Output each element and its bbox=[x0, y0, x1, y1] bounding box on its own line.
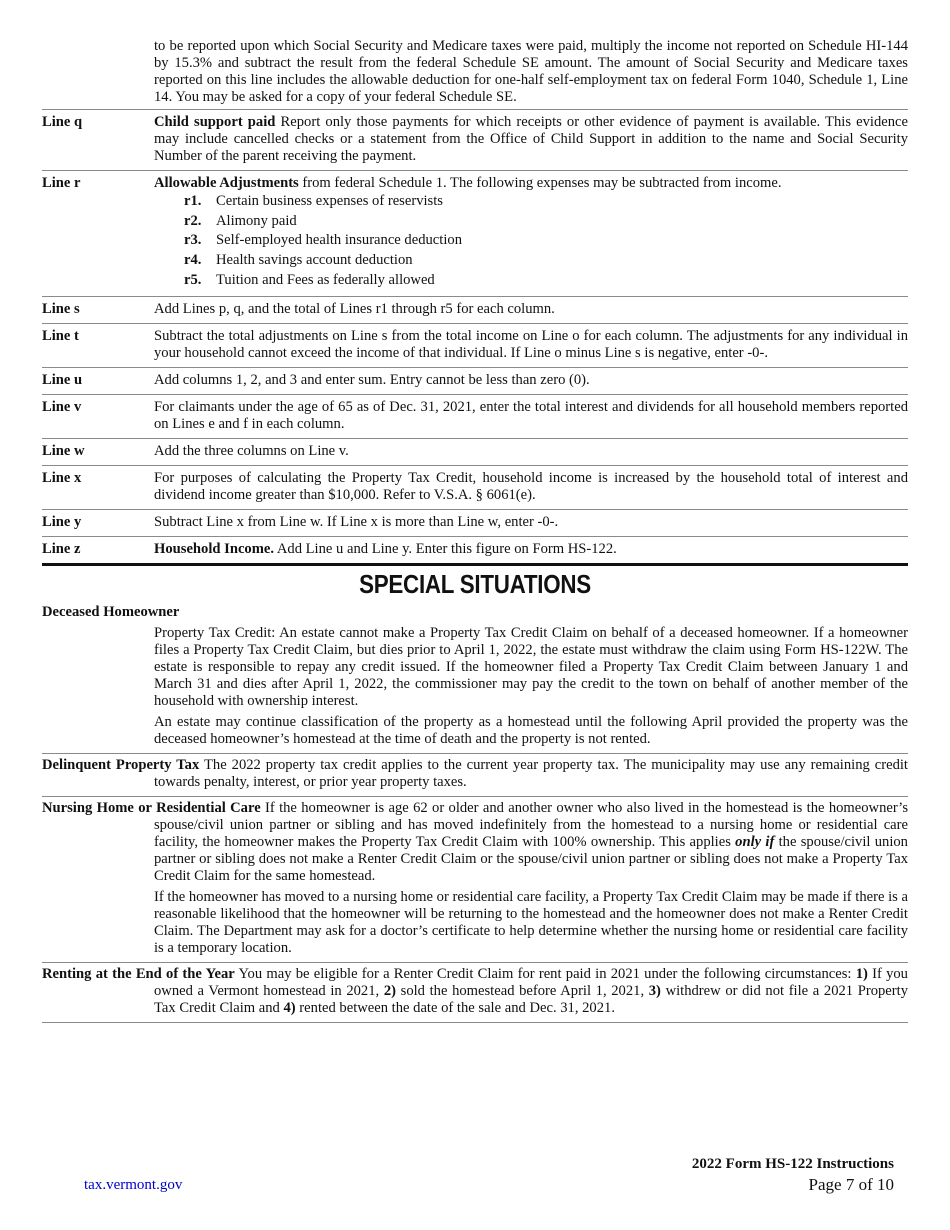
line-q-label: Line q bbox=[42, 114, 83, 130]
page-number: Page 7 of 10 bbox=[808, 1175, 894, 1194]
deceased-paragraph-1: Property Tax Credit: An estate cannot make a Property Tax Credit Claim on behalf of a deceased homeowner. If a homeowner files a Property Tax Credit Claim, but dies prior to April 1, 2022, the estate must withdraw the claim using Form HS-122W. The estate is responsible to repay any credit issued. If the homeowner filed a Property Tax Credit Claim between January 1 and March 31 and dies after April 1, 2022, the commissioner may pay the credit to the town on behalf of another member of the household with ownership interest. bbox=[154, 624, 908, 709]
line-q-bold: Child support paid bbox=[154, 114, 276, 130]
item-key: r1. bbox=[184, 193, 202, 209]
item-text: Tuition and Fees as federally allowed bbox=[216, 271, 435, 288]
line-v-label: Line v bbox=[42, 398, 82, 415]
line-q-row bbox=[42, 109, 908, 170]
line-z-label: Line z bbox=[42, 540, 81, 557]
form-title: 2022 Form HS-122 Instructions bbox=[691, 1156, 894, 1172]
renting-section bbox=[42, 962, 908, 1022]
step-number: 4) bbox=[283, 999, 296, 1016]
delinquent-tax-section bbox=[42, 753, 908, 796]
item-key: r2. bbox=[184, 212, 202, 229]
line-r5-item bbox=[184, 271, 908, 291]
line-z-text bbox=[154, 541, 908, 558]
step-number: 3) bbox=[648, 982, 661, 999]
nursing-text bbox=[42, 800, 908, 885]
line-s-label: Line s bbox=[42, 300, 80, 317]
line-x-text: For purposes of calculating the Property Tax Credit, household income is increased by the household total of interest and dividend income greater than $10,000. Refer to V.S.A. § 6061(e). bbox=[154, 469, 908, 503]
line-x-label: Line x bbox=[42, 469, 82, 486]
deceased-title: Deceased Homeowner bbox=[42, 603, 180, 620]
deceased-paragraph-2: An estate may continue classification of the property as a homestead until the following April provided the property was the deceased homeowner’s homestead at the time of death and the property is not rented. bbox=[154, 713, 908, 747]
line-r3-item bbox=[184, 231, 908, 251]
step-number: 1) bbox=[855, 965, 868, 982]
step-text: If you owned a Vermont homestead in 2021, bbox=[154, 965, 908, 999]
line-y-row bbox=[42, 509, 908, 536]
nursing-paragraph-2: If the homeowner has moved to a nursing home or residential care facility, a Property Tax Credit Claim may be made if there is a reasonable likelihood that the homeowner will be returning to the homestead and the homeowner does not make a Renter Credit Claim. The Department may ask for a doctor’s certificate to help determine whether the nursing home or residential care facility is a temporary location. bbox=[154, 888, 908, 956]
nursing-home-section bbox=[42, 796, 908, 962]
line-r-text bbox=[154, 175, 908, 291]
intro-paragraph: to be reported upon which Social Security and Medicare taxes were paid, multiply the income not reported on Schedule HI-144 by 15.3% and subtract the result from the federal Schedule SE amount. The amount of Social Security and Medicare taxes reported on this line includes the allowable deduction for one-half self-employment tax on federal Form 1040, Schedule 1, Line 14. You may be asked for a copy of your federal Schedule SE. bbox=[154, 38, 908, 105]
website-link[interactable]: tax.vermont.gov bbox=[84, 1177, 183, 1193]
line-t-row bbox=[42, 323, 908, 367]
item-text: Health savings account deduction bbox=[216, 252, 413, 269]
line-w-label: Line w bbox=[42, 442, 85, 459]
line-r-row bbox=[42, 170, 908, 296]
delinquent-text bbox=[42, 757, 908, 791]
item-key: r3. bbox=[184, 232, 202, 249]
line-y-text: Subtract Line x from Line w. If Line x is more than Line w, enter -0-. bbox=[154, 513, 559, 530]
line-s-text: Add Lines p, q, and the total of Lines r1 through r5 for each column. bbox=[154, 300, 555, 317]
step-number: 2) bbox=[383, 982, 396, 999]
step-text: rented between the date of the sale and Dec. 31, 2021. bbox=[295, 999, 615, 1016]
renting-title: Renting at the End of the Year bbox=[42, 965, 235, 982]
line-r1-item bbox=[184, 192, 908, 212]
renting-body: You may be eligible for a Renter Credit Claim for rent paid in 2021 under the following circumstances: bbox=[234, 965, 856, 982]
line-r2-item bbox=[184, 212, 908, 232]
item-text: Alimony paid bbox=[216, 212, 297, 229]
line-r-bold: Allowable Adjustments bbox=[154, 175, 299, 191]
page-footer bbox=[692, 1155, 894, 1196]
line-v-row bbox=[42, 394, 908, 438]
nursing-title: Nursing Home or Residential Care bbox=[42, 799, 261, 816]
line-y-label: Line y bbox=[42, 513, 82, 530]
step-text: withdrew or did not file a 2021 Property Tax Credit Claim and bbox=[154, 982, 908, 1016]
line-u-label: Line u bbox=[42, 371, 83, 388]
thick-divider bbox=[42, 563, 908, 566]
line-x-row bbox=[42, 465, 908, 509]
item-text: Self-employed health insurance deduction bbox=[216, 232, 462, 249]
item-text: Certain business expenses of reservists bbox=[216, 193, 443, 209]
item-key: r5. bbox=[184, 271, 202, 288]
delinquent-title: Delinquent Property Tax bbox=[42, 756, 200, 773]
renting-text bbox=[42, 966, 908, 1017]
item-key: r4. bbox=[184, 252, 202, 269]
line-r4-item bbox=[184, 251, 908, 271]
nursing-body-a: If the homeowner is age 62 or older and another owner who also lived in the homestead is the homeowner’s spouse/civil union partner or sibling and has moved indefinitely from the homestead to a nursing home or residential care facility, the homeowner makes the Property Tax Credit Claim with 100% ownership. This applies bbox=[154, 799, 908, 850]
line-v-text: For claimants under the age of 65 as of Dec. 31, 2021, enter the total interest and dividends for all household members reported on Lines e and f in each column. bbox=[154, 398, 908, 432]
line-s-row bbox=[42, 296, 908, 323]
line-q-text bbox=[154, 114, 908, 165]
line-q-body: Report only those payments for which receipts or other evidence of payment is available. This evidence may include cancelled checks or a statement from the Office of Child Support in addition to the name and Social Security Number of the parent receiving the payment. bbox=[154, 114, 908, 164]
line-t-text: Subtract the total adjustments on Line s from the total income on Line o for each column. The adjustments for any individual in your household cannot exceed the income of that individual. If Line o minus Line s is negative, enter -0-. bbox=[154, 327, 908, 361]
delinquent-body: The 2022 property tax credit applies to the current year property tax. The municipality may use any remaining credit towards penalty, interest, or prior year property taxes. bbox=[154, 756, 908, 790]
nursing-emphasis: only if bbox=[735, 833, 775, 850]
step-text: sold the homestead before April 1, 2021, bbox=[396, 982, 649, 999]
line-z-body: Add Line u and Line y. Enter this figure on Form HS-122. bbox=[274, 540, 617, 557]
instructions-page bbox=[42, 38, 908, 1023]
line-w-text: Add the three columns on Line v. bbox=[154, 442, 349, 459]
line-z-bold: Household Income. bbox=[154, 540, 275, 557]
line-r-label: Line r bbox=[42, 175, 81, 191]
bottom-divider bbox=[42, 1022, 908, 1023]
nursing-body-b: the spouse/civil union partner or sibling does not make a Renter Credit Claim or the spouse/civil union partner or sibling does not make a Property Tax Credit Claim for the same homestead. bbox=[154, 833, 908, 884]
line-u-row bbox=[42, 367, 908, 394]
special-situations-heading: SPECIAL SITUATIONS bbox=[359, 568, 591, 599]
line-w-row bbox=[42, 438, 908, 465]
line-z-row bbox=[42, 536, 908, 563]
line-u-text: Add columns 1, 2, and 3 and enter sum. Entry cannot be less than zero (0). bbox=[154, 371, 590, 388]
deceased-homeowner-section bbox=[42, 601, 908, 753]
line-t-label: Line t bbox=[42, 327, 79, 344]
line-r-body: from federal Schedule 1. The following expenses may be subtracted from income. bbox=[298, 175, 782, 191]
